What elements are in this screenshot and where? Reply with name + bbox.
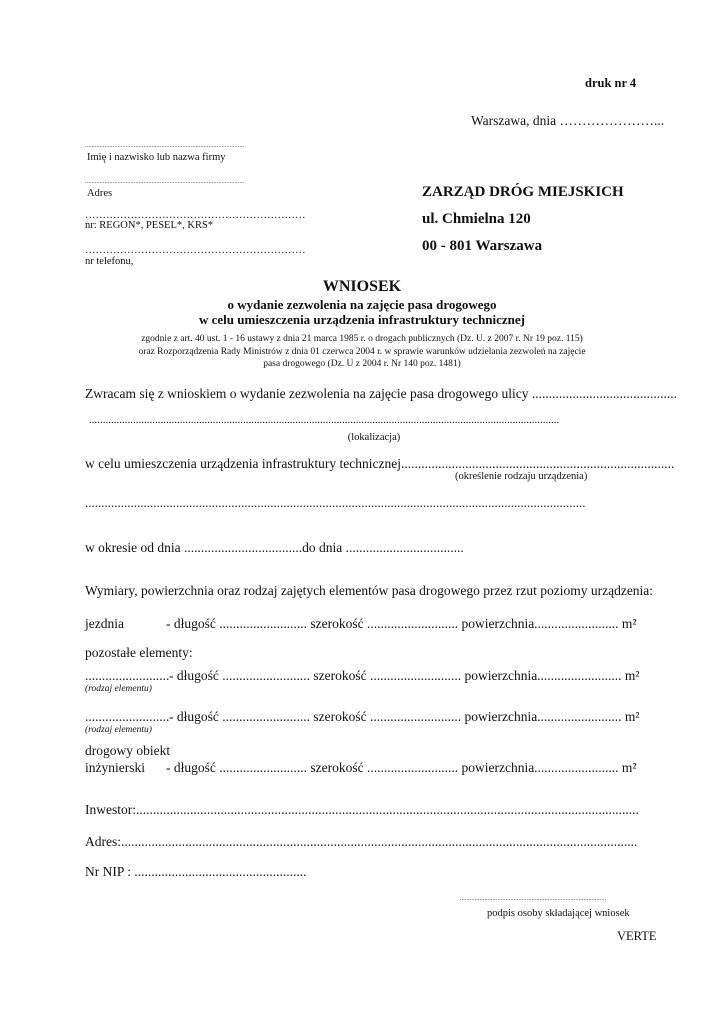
legal-basis-line-1: zgodnie z art. 40 ust. 1 - 16 ustawy z dnia 21 marca 1985 r. o drogach publicznych (Dz. U. z 2007 r. Nr 19 poz. 115) [141,334,583,344]
signature-label: podpis osoby składającej wniosek [487,908,630,919]
applicant-name-label: Imię i nazwisko lub nazwa firmy [87,152,226,163]
location-dots: ........................................................................................................................................................................... [89,414,560,426]
legal-basis-line-2: oraz Rozporządzenia Rady Ministrów z dnia 01 czerwca 2004 r. w sprawie warunków udzielania zezwoleń na zajęcie [138,347,586,357]
element-1-measurements: - długość .......................... szerokość ........................... powierzchnia......................... m² [169,668,640,683]
applicant-phone-label: nr telefonu, [85,256,134,267]
title-subline-1: o wydanie zezwolenia na zajęcie pasa drogowego [227,297,497,312]
roadway-measurements: - długość .......................... szerokość ........................... powierzchnia......................... m² [166,616,637,631]
legal-basis-line-3: pasa drogowego (Dz. U z 2004 r. Nr 140 poz. 1481) [263,359,461,369]
signature-dots: .......................................................................................... [460,895,607,902]
place-date-field: Warszawa, dnia …………………... [471,113,665,128]
element-2-hint: (rodzaj elementu) [85,725,152,735]
recipient-name: ZARZĄD DRÓG MIEJSKICH [422,184,624,200]
request-street-field: Zwracam się z wnioskiem o wydanie zezwolenia na zajęcie pasa drogowego ulicy ........................................... [85,386,677,401]
recipient-city: 00 - 801 Warszawa [422,238,543,254]
engineering-object-measurements: - długość .......................... szerokość ........................... powierzchnia......................... m² [166,760,637,775]
investor-address-field: Adres:......................................................................................................................................................... [85,834,638,849]
applicant-address-dots: .................................................................................................. [85,178,245,185]
period-field: w okresie od dnia ...................................do dnia ................................... [85,540,464,555]
roadway-label: jezdnia [85,616,124,631]
engineering-object-label-1: drogowy obiekt [85,743,171,758]
element-1-hint: (rodzaj elementu) [85,684,152,694]
title-subline-2: w celu umieszczenia urządzenia infrastruktury technicznej [198,312,526,327]
engineering-object-label-2: inżynierski [85,760,145,775]
applicant-phone-dots: ……………………………………………………… [85,245,306,256]
element-2-measurements: - długość .......................... szerokość ........................... powierzchnia......................... m² [169,709,640,724]
applicant-ids-dots: ……………………………………………………… [85,210,306,221]
purpose-label: (określenie rodzaju urządzenia) [455,471,588,482]
dimensions-heading: Wymiary, powierzchnia oraz rodzaj zajętych elementów pasa drogowego przez rzut poziomy urządzenia: [85,583,654,598]
recipient-street: ul. Chmielna 120 [422,211,531,227]
nip-field: Nr NIP : ................................................... [85,864,307,879]
location-label: (lokalizacja) [347,432,401,443]
purpose-field: w celu umieszczenia urządzenia infrastruktury technicznej................................................................................. [85,456,675,471]
element-2-dots: ......................... [85,709,170,724]
applicant-ids-label: nr: REGON*, PESEL*, KRS* [85,220,214,231]
document-title: WNIOSEK [322,278,402,295]
purpose-dots: .......................................................................................................................................................... [85,495,586,510]
applicant-name-dots: .................................................................................................. [85,142,245,149]
element-1-dots: ......................... [85,668,170,683]
other-elements-label: pozostałe elementy: [85,645,193,660]
applicant-address-label: Adres [87,188,113,199]
verte-label: VERTE [617,929,657,943]
investor-field: Inwestor:..................................................................................................................................................... [85,802,639,817]
document-number: druk nr 4 [585,76,637,90]
